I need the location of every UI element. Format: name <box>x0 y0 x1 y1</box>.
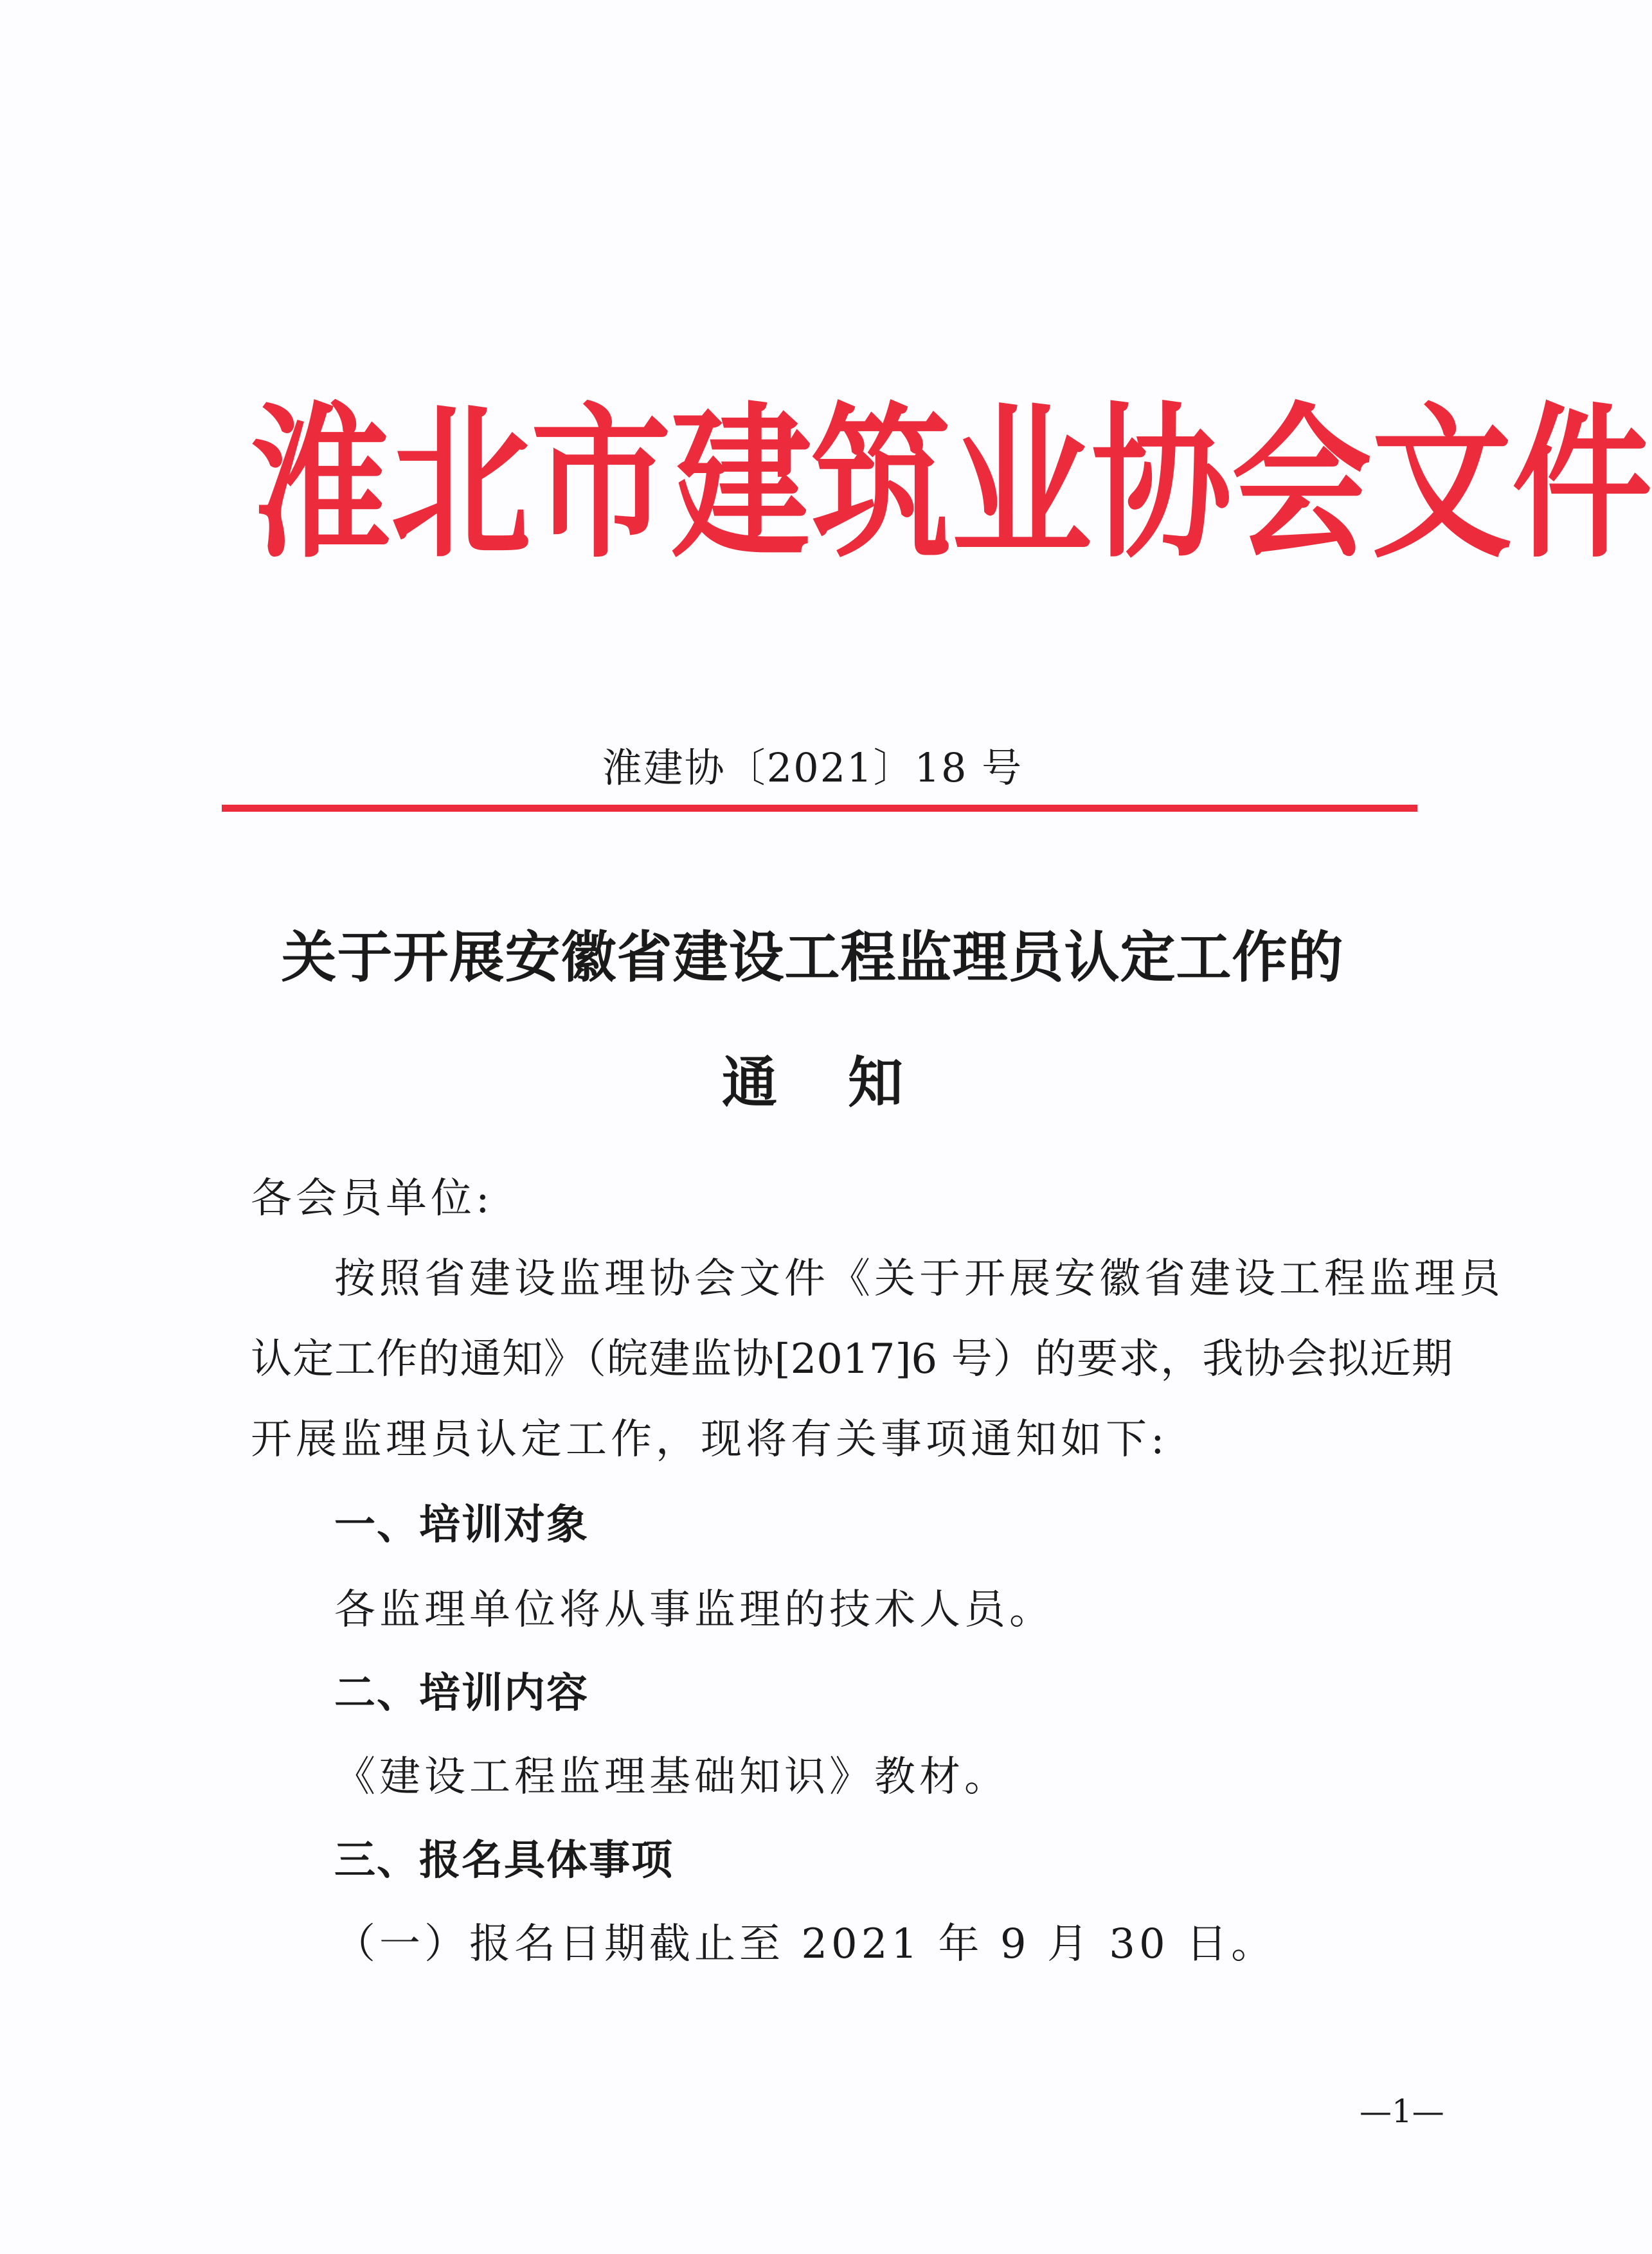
masthead-char: 市 <box>531 388 671 581</box>
title-char-tong: 通 <box>722 1050 777 1115</box>
masthead-char: 会 <box>1232 388 1372 581</box>
notice-title-line-2 <box>0 1044 1625 1122</box>
paragraph-line: 开展监理员认定工作，现将有关事项通知如下: <box>251 1416 1169 1463</box>
section-text: 各监理单位将从事监理的技术人员。 <box>334 1586 1054 1634</box>
document-number: 淮建协〔2021〕18 号 <box>602 744 1023 791</box>
paragraph-line: 认定工作的通知》（皖建监协[2017]6 号）的要求，我协会拟近期 <box>251 1336 1453 1383</box>
masthead-char: 建 <box>671 388 811 581</box>
masthead-char: 业 <box>951 388 1091 581</box>
page-number: —1— <box>1360 2093 1444 2130</box>
section-heading: 三、报名具体事项 <box>334 1837 674 1884</box>
salutation: 各会员单位: <box>251 1175 494 1222</box>
masthead-char: 北 <box>391 388 531 581</box>
red-divider-line <box>222 805 1417 812</box>
title-char-zhi: 知 <box>848 1050 903 1115</box>
masthead-char: 筑 <box>811 388 951 581</box>
masthead-char: 件 <box>1512 388 1652 581</box>
section-heading: 二、培训内容 <box>334 1670 589 1717</box>
section-text: 《建设工程监理基础知识》教材。 <box>334 1753 1009 1801</box>
notice-title-line-1: 关于开展安徽省建设工程监理员认定工作的 <box>281 925 1344 990</box>
masthead-char: 文 <box>1372 388 1512 581</box>
section-item: （一）报名日期截止至 2021 年 9 月 30 日。 <box>334 1920 1277 1968</box>
masthead-char: 淮 <box>251 388 391 581</box>
paragraph-line: 按照省建设监理协会文件《关于开展安徽省建设工程监理员 <box>334 1255 1504 1303</box>
masthead-char: 协 <box>1091 388 1232 581</box>
masthead-title <box>251 360 1652 610</box>
section-heading: 一、培训对象 <box>334 1501 589 1549</box>
